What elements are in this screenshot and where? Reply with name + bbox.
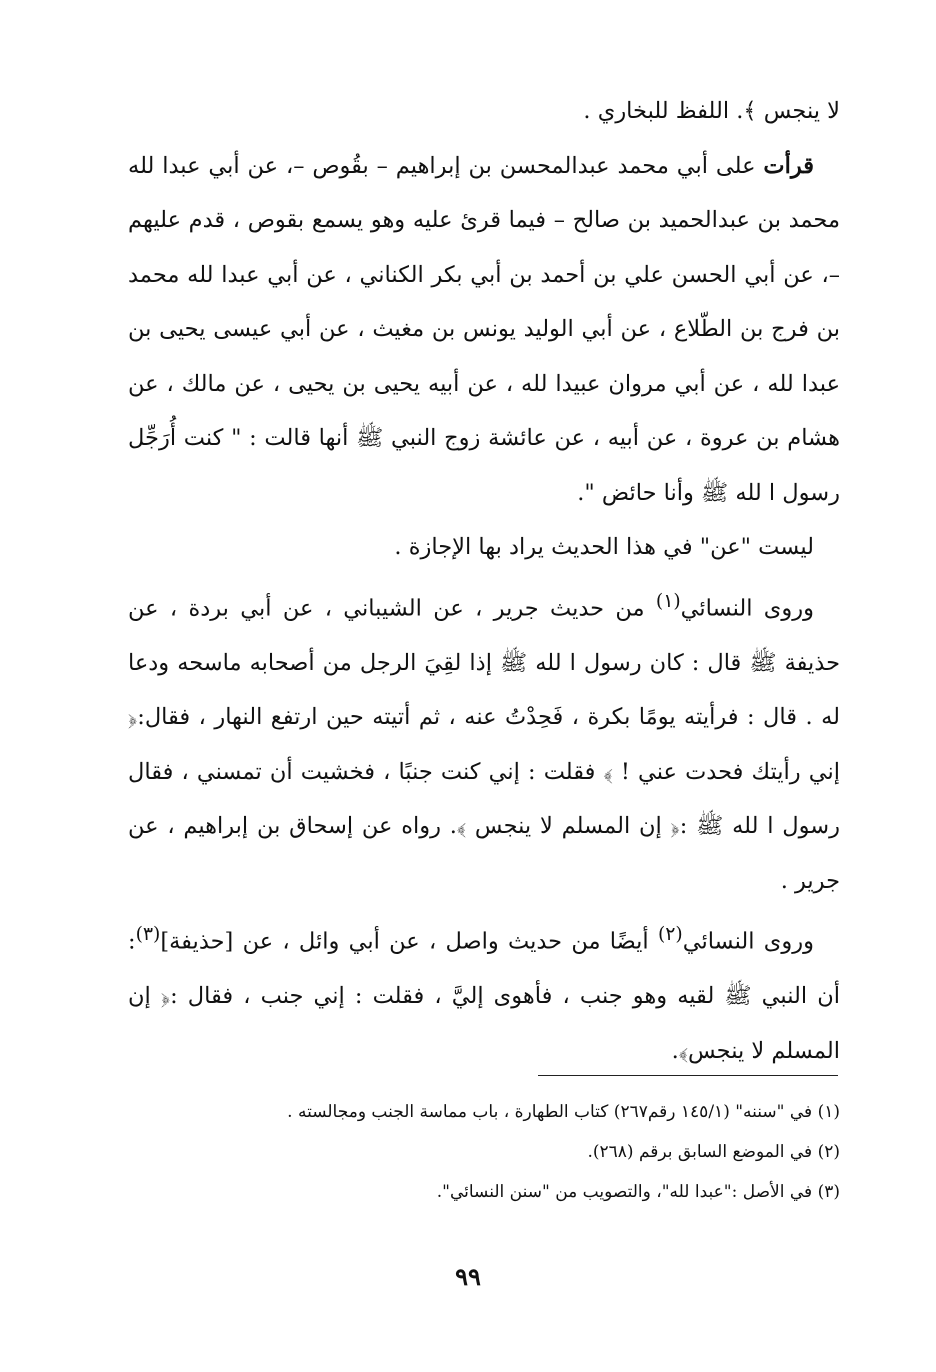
paragraph-5-text-a: وروى النسائي [682, 928, 814, 955]
footnote-2: (٢) في الموضع السابق برقم (٢٦٨). [587, 1142, 840, 1162]
paragraph-4 [128, 575, 840, 909]
footnote-ref-3: (٣) [135, 924, 161, 945]
paragraph-5-text-c: : أن النبي ﷺ لقيه وهو جنب ، فأهوى إليَّ ، فقلت : إني جنب ، فقال :﴿ إن المسلم لا ينجس﴾. [128, 928, 840, 1064]
paragraph-2-text: على أبي محمد عبدالمحسن بن إبراهيم – بقُوص –، عن أبي عبدا لله محمد بن عبدالحميد بن صالح – فيما قرئ عليه وهو يسمع بقوص ، قدم عليهم –، عن أبي الحسن علي بن أحمد بن أبي بكر الكناني ، عن أبي عبدا لله محمد بن فرج بن الطّلاع ، عن أبي الوليد يونس بن مغيث ، عن أبي عيسى يحيى بن عبدا لله ، عن أبي مروان عبيدا لله ، عن أبيه يحيى بن يحيى ، عن مالك ، عن هشام بن عروة ، عن أبيه ، عن عائشة زوج النبي ﷺ أنها قالت : " كنت أُرَجِّل رسول ا لله ﷺ وأنا حائض ". [128, 152, 840, 506]
footnotes [128, 1092, 840, 1212]
paragraph-4-text-a: وروى النسائي [680, 595, 815, 621]
footnote-divider [538, 1075, 838, 1076]
footnote-ref-1: (١) [655, 590, 681, 612]
paragraph-1 [128, 84, 840, 139]
page-number: ٩٩ [455, 1262, 481, 1291]
footnote-3: (٣) في الأصل :"عبدا لله"، والتصويب من "سنن النسائي". [436, 1182, 840, 1202]
main-text [128, 84, 840, 1078]
paragraph-1-text: لا ينجس ﴾. اللفظ للبخاري . [583, 98, 840, 124]
footnote-1: (١) في "سننه" (١٤٥/١ رقم٢٦٧) كتاب الطهارة ، باب مماسة الجنب ومجالسته . [287, 1102, 840, 1122]
paragraph-5-text-b: أيضًا من حديث واصل ، عن أبي وائل ، عن [حذيفة] [160, 928, 658, 955]
paragraph-4-text-b: من حديث جرير ، عن الشيباني ، عن أبي بردة ، عن حذيفة ﷺ قال : كان رسول ا لله ﷺ إذا لقِيَ الرجل من أصحابه ماسحه ودعا له . قال : فرأيته يومًا بكرة ، فَحِدْتُ عنه ، ثم أتيته حين ارتفع النهار ، فقال:﴿ إني رأيتك فحدت عني ! ﴾ فقلت : إني كنت جنبًا ، فخشيت أن تمسني ، فقال رسول ا لله ﷺ :﴿ إن المسلم لا ينجس ﴾. رواه عن إسحاق بن إبراهيم ، عن جرير . [128, 595, 840, 894]
footnote-ref-2: (٢) [657, 924, 683, 945]
paragraph-2-lead: قرأت [763, 152, 814, 179]
paragraph-2 [128, 139, 840, 521]
paragraph-3-text: ليست "عن" في هذا الحديث يراد بها الإجازة . [394, 534, 814, 560]
paragraph-5 [128, 908, 840, 1078]
paragraph-3 [128, 520, 840, 575]
